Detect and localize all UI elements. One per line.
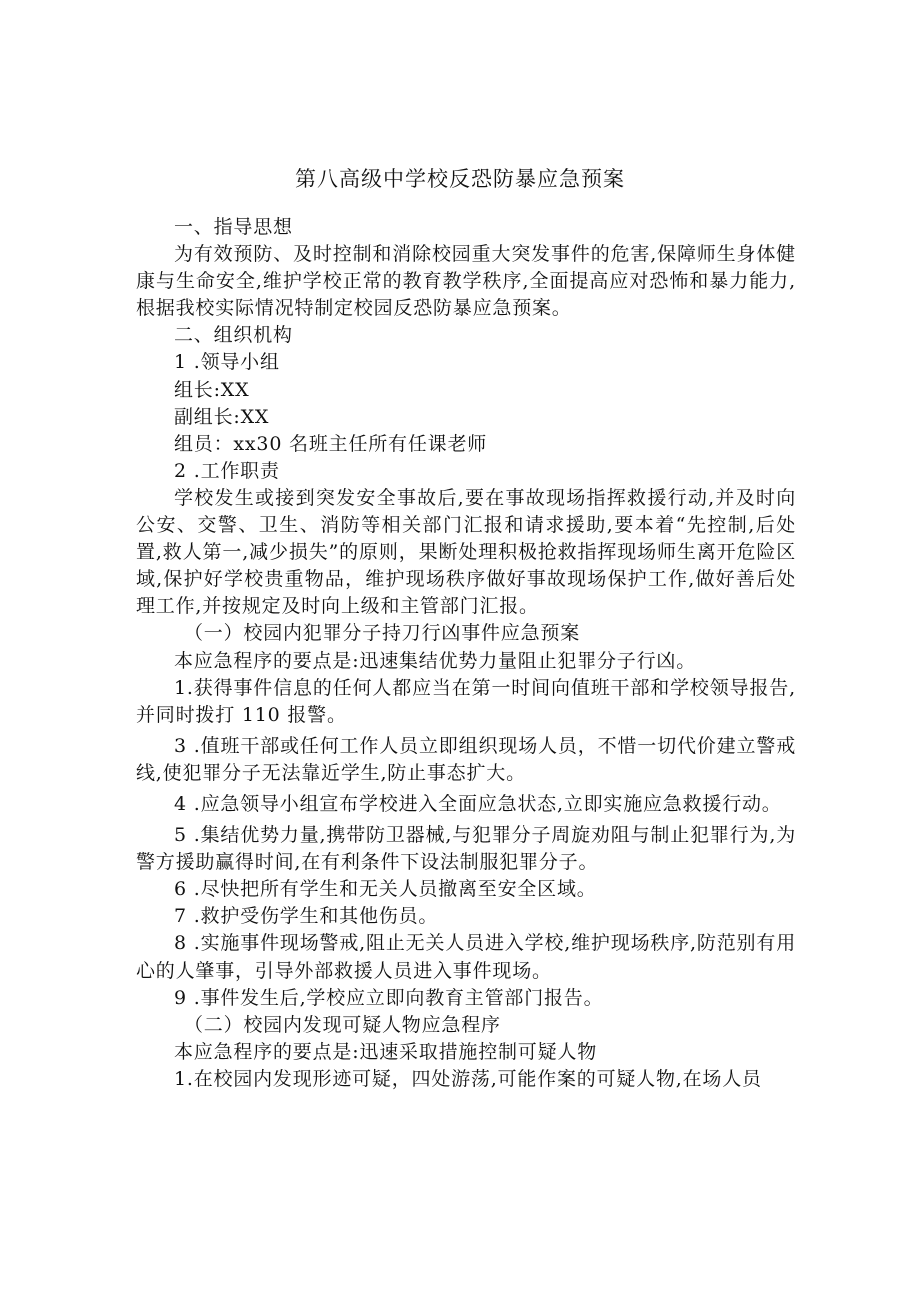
members-line: 组员：xx30 名班主任所有任课老师 [174, 432, 488, 455]
step-7: 7 .救护受伤学生和其他伤员。 [174, 905, 439, 928]
paragraph-guiding-idea: 为有效预防、及时控制和消除校园重大突发事件的危害,保障师生身体健康与生命安全,维护学校正常的教育教学秩序,全面提高应对恐怖和暴力能力,根据我校实际情况特制定校园反恐防暴应急预案。 [136, 243, 796, 320]
step-6: 6 .尽快把所有学生和无关人员撤离至安全区域。 [174, 878, 597, 901]
step-1: 1.获得事件信息的任何人都应当在第一时间向值班干部和学校领导报告,并同时拨打 110 报警。 [136, 676, 796, 726]
section-heading-knife-attack: （一）校园内犯罪分子持刀行凶事件应急预案 [184, 622, 581, 645]
document-title: 第八高级中学校反恐防暴应急预案 [295, 167, 625, 191]
step-9: 9 .事件发生后,学校应立即向教育主管部门报告。 [174, 986, 604, 1009]
leader-line: 组长:XX [174, 378, 250, 401]
paragraph-suspicious-key-point: 本应急程序的要点是:迅速采取措施控制可疑人物 [174, 1040, 598, 1063]
suspicious-step-1: 1.在校园内发现形迹可疑，四处游荡,可能作案的可疑人物,在场人员 [174, 1067, 762, 1090]
paragraph-duties: 学校发生或接到突发安全事故后,要在事故现场指挥救援行动,并及时向公安、交警、卫生、消防等相关部门汇报和请求援助,要本着“先控制,后处置,救人第一,减少损失”的原则，果断处理积极抢救指挥现场师生离开危险区域,保护好学校贵重物品，维护现场秩序做好事故现场保护工作,做好善后处理工作,并按规定及时向上级和主管部门汇报。 [136, 486, 796, 618]
step-5: 5 .集结优势力量,携带防卫器械,与犯罪分子周旋劝阻与制止犯罪行为,为警方援助赢得时间,在有利条件下设法制服犯罪分子。 [136, 824, 796, 874]
section-heading-organization: 二、组织机构 [174, 324, 293, 347]
deputy-leader-line: 副组长:XX [174, 405, 270, 428]
section-heading-suspicious-person: （二）校园内发现可疑人物应急程序 [184, 1013, 501, 1036]
step-3: 3 .值班干部或任何工作人员立即组织现场人员，不惜一切代价建立警戒线,使犯罪分子无法靠近学生,防止事态扩大。 [136, 734, 796, 784]
subheading-duties: 2 .工作职责 [174, 459, 280, 482]
subheading-leadership-group: 1 .领导小组 [174, 351, 280, 374]
section-heading-guiding-idea: 一、指导思想 [174, 216, 293, 238]
step-4: 4 .应急领导小组宣布学校进入全面应急状态,立即实施应急救援行动。 [174, 792, 782, 815]
paragraph-knife-attack-key-point: 本应急程序的要点是:迅速集结优势力量阻止犯罪分子行凶。 [174, 649, 697, 672]
step-8: 8 .实施事件现场警戒,阻止无关人员进入学校,维护现场秩序,防范别有用心的人肇事，引导外部救援人员进入事件现场。 [136, 932, 796, 982]
document-body [136, 214, 796, 1093]
